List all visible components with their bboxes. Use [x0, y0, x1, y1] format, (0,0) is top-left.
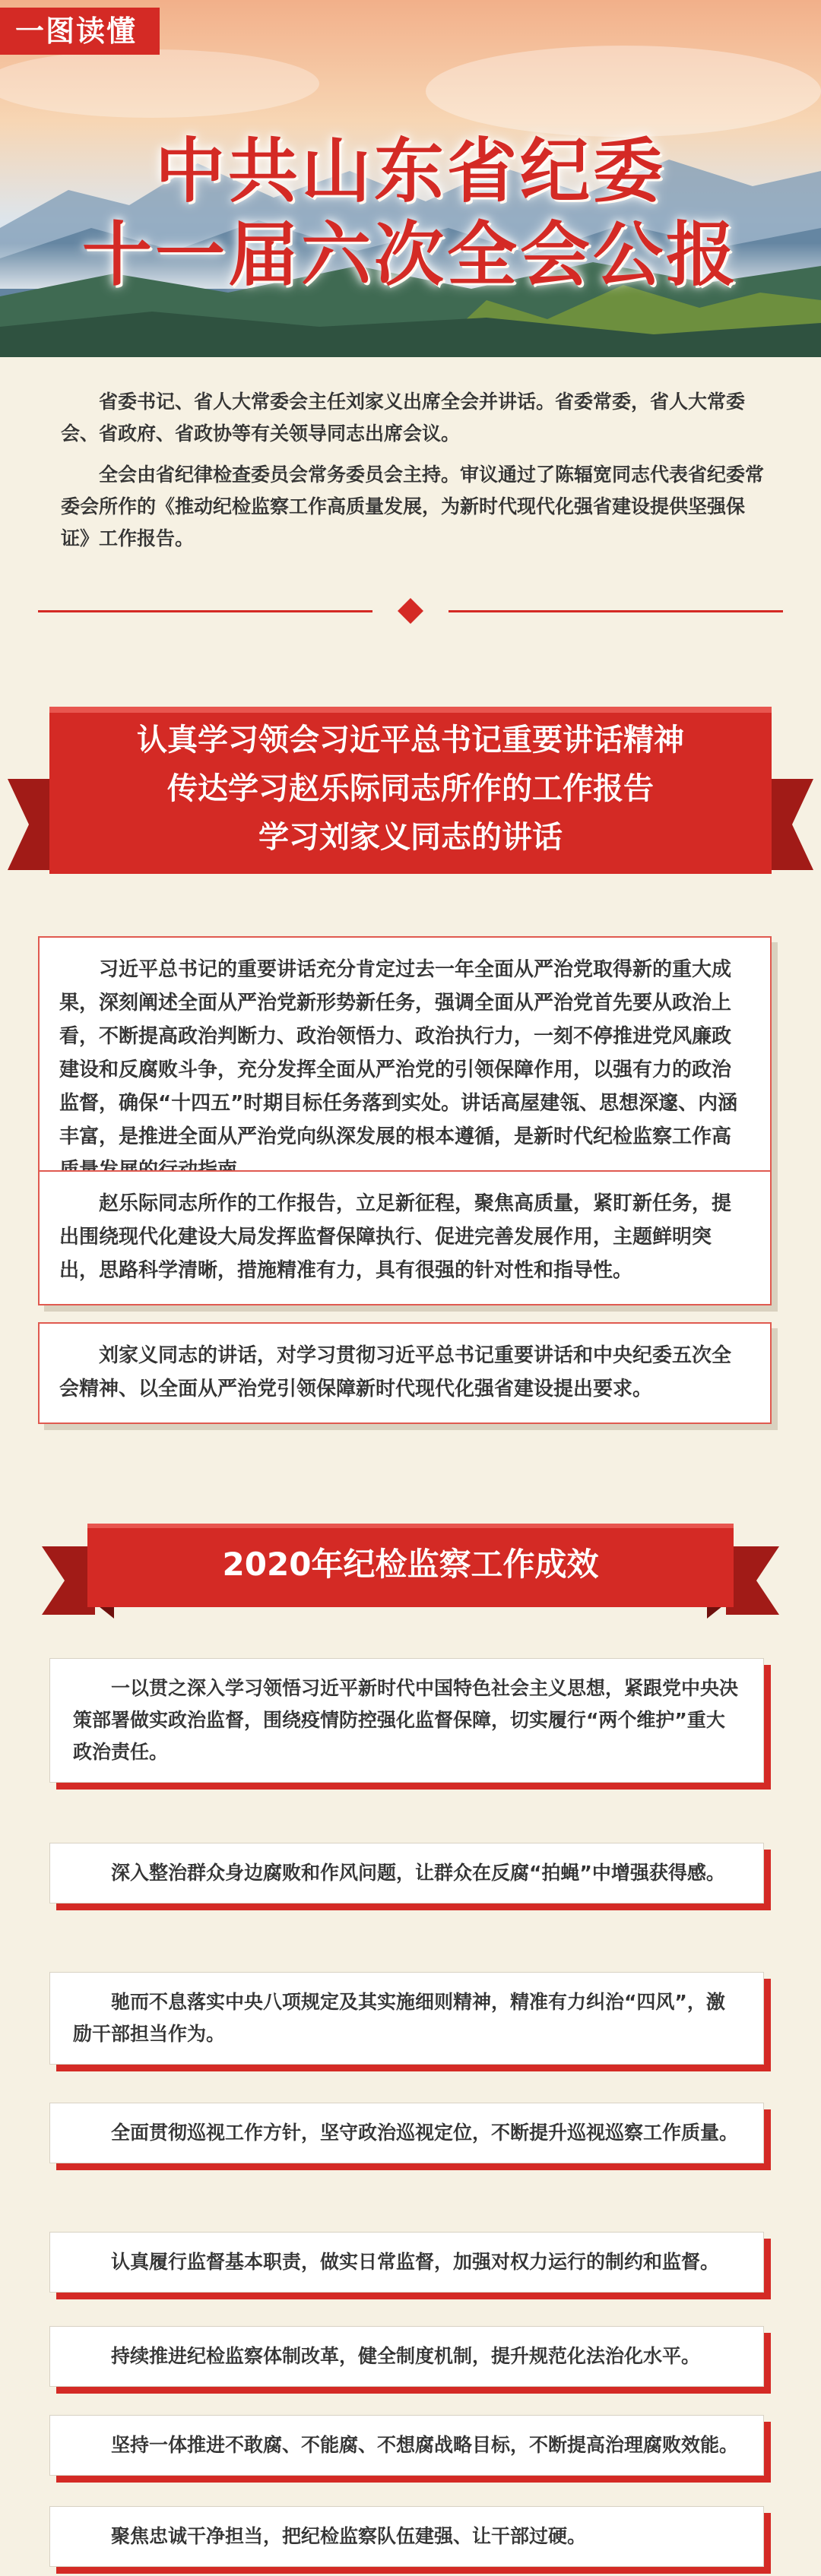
achievement-item-6: 持续推进纪检监察体制改革，健全制度机制，提升规范化法治化水平。 — [49, 2326, 764, 2387]
section1-heading-line-2: 传达学习赵乐际同志所作的工作报告 — [167, 771, 654, 806]
hero-tag: 一图读懂 — [0, 8, 160, 55]
diamond-icon — [398, 598, 423, 624]
section1-heading-line-3: 学习刘家义同志的讲话 — [258, 820, 563, 855]
section1-banner — [0, 707, 821, 889]
achievement-item-1: 一以贯之深入学习领悟习近平新时代中国特色社会主义思想，紧跟党中央决策部署做实政治监督，围绕疫情防控强化监督保障，切实履行“两个维护”重大政治责任。 — [49, 1658, 764, 1783]
section1-heading-line-1: 认真学习领会习近平总书记重要讲话精神 — [137, 723, 684, 758]
hero-banner — [0, 0, 821, 357]
divider-line-left — [38, 610, 372, 612]
achievement-item-5: 认真履行监督基本职责，做实日常监督，加强对权力运行的制约和监督。 — [49, 2232, 764, 2293]
achievement-item-8: 聚焦忠诚干净担当，把纪检监察队伍建强、让干部过硬。 — [49, 2506, 764, 2567]
section-divider — [38, 600, 783, 623]
page-title-line-2: 十一届六次全会公报 — [81, 214, 739, 296]
page-title-line-1: 中共山东省纪委 — [154, 131, 666, 212]
achievement-item-7: 坚持一体推进不敢腐、不能腐、不想腐战略目标，不断提高治理腐败效能。 — [49, 2415, 764, 2476]
section1-heading — [0, 716, 821, 862]
section1-card-2: 赵乐际同志所作的工作报告，立足新征程，聚焦高质量，紧盯新任务，提出围绕现代化建设大局发挥监督保障执行、促进完善发展作用，主题鲜明突出，思路科学清晰，措施精准有力，具有很强的针对性和指导性。 — [38, 1170, 772, 1305]
divider-line-right — [449, 610, 783, 612]
section2-banner — [0, 1524, 821, 1622]
achievement-item-3: 驰而不息落实中央八项规定及其实施细则精神，精准有力纠治“四风”，激励干部担当作为。 — [49, 1972, 764, 2065]
achievement-item-4: 全面贯彻巡视工作方针，坚守政治巡视定位，不断提升巡视巡察工作质量。 — [49, 2103, 764, 2163]
intro-paragraph-1: 省委书记、省人大常委会主任刘家义出席全会并讲话。省委常委，省人大常委会、省政府、省政协等有关领导同志出席会议。 — [61, 391, 746, 445]
section1-card-1: 习近平总书记的重要讲话充分肯定过去一年全面从严治党取得新的重大成果，深刻阐述全面从严治党新形势新任务，强调全面从严治党首先要从政治上看，不断提高政治判断力、政治领悟力、政治执行力，一刻不停推进党风廉政建设和反腐败斗争，充分发挥全面从严治党的引领保障作用，以强有力的政治监督，确保“十四五”时期目标任务落到实处。讲话高屋建瓴、思想深邃、内涵丰富，是推进全面从严治党向纵深发展的根本遵循，是新时代纪检监察工作高 — [38, 936, 772, 1205]
section1-card-3: 刘家义同志的讲话，对学习贯彻习近平总书记重要讲话和中央纪委五次全会精神、以全面从严治党引领保障新时代现代化强省建设提出要求。 — [38, 1322, 772, 1424]
section2-heading: 2020年纪检监察工作成效 — [222, 1546, 599, 1583]
achievement-item-2: 深入整治群众身边腐败和作风问题，让群众在反腐“拍蝇”中增强获得感。 — [49, 1843, 764, 1904]
intro-paragraph-2: 全会由省纪律检查委员会常务委员会主持。审议通过了陈辐宽同志代表省纪委常委会所作的《推动纪检监察工作高质量发展，为新时代现代化强省建设提供坚强保证》工作报告。 — [61, 464, 765, 549]
intro-text — [61, 386, 768, 564]
